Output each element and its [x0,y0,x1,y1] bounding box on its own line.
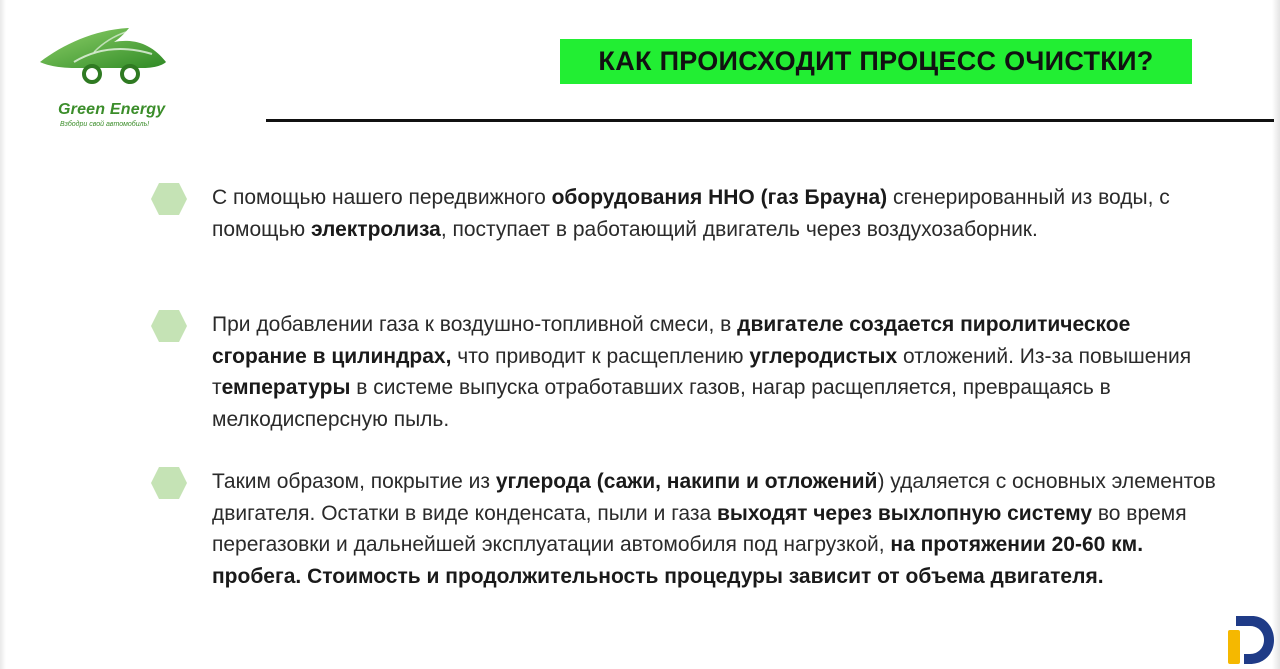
slide-edge-right [1272,0,1280,669]
bullet-text-segment: С помощью нашего передвижного [212,186,552,209]
hexagon-bullet-icon [150,466,188,500]
hexagon-bullet-icon [150,182,188,216]
slide-edge-left [0,0,6,669]
car-leaf-logo-icon [34,22,184,102]
bullet-text [212,182,1222,245]
bullet-text-segment: ) удаляется с основных элементов двигателя. Остатки в виде конденсата, пыли и газа [212,470,1216,525]
logo-tagline: Взбодри свой автомобиль! [60,121,150,128]
bullet-text [212,309,1222,435]
bullet-text-segment: отложений. Из-за повышения т [212,344,1192,399]
slide-title: КАК ПРОИСХОДИТ ПРОЦЕСС ОЧИСТКИ? [598,46,1154,76]
bullet-text-segment: Таким образом, покрытие из [212,470,496,493]
bullet-text-segment: , поступает в работающий двигатель через воздухозаборник. [440,217,1038,241]
logo-brand-name: Green Energy [58,101,166,118]
bullet-text-bold-segment: емпературы [221,376,351,399]
bullet-text [212,466,1222,592]
bullet-text-segment: что приводит к расщеплению [451,344,750,368]
bullet-text-bold-segment: углерода (сажи, накипи и отложений [495,470,878,493]
hexagon-bullet-icon [150,309,188,343]
bullet-text-bold-segment: электролиза [310,217,441,241]
title-divider [266,119,1274,122]
bullet-text-bold-segment: оборудования ННО (газ Брауна) [551,186,888,209]
presentation-app-logo-icon [1226,612,1276,667]
bullet-text-segment: сгенерированный из воды, с помощью [212,186,1170,241]
company-logo [34,22,184,132]
bullet-text-segment: в системе выпуска отработавших газов, нагар расщепляется, превращаясь в мелкодисперсную пыль. [212,376,1111,431]
bullet-text-bold-segment: углеродистых [749,344,898,368]
slide-title-highlight [560,39,1192,84]
bullet-text-bold-segment: выходят через выхлопную систему [716,501,1093,525]
bullet-text-segment: При добавлении газа к воздушно-топливной смеси, в [212,313,738,336]
bullet-text-bold-segment: двигателе создается пиролитическое сгорание в цилиндрах, [212,313,1131,368]
bullet-text-segment: во время перегазовки и дальнейшей эксплуатации автомобиля под нагрузкой, [212,501,1187,556]
bullet-text-bold-segment: на протяжении 20-60 км. пробега. Стоимость и продолжительность процедуры зависит от объема двигателя. [212,533,1144,588]
